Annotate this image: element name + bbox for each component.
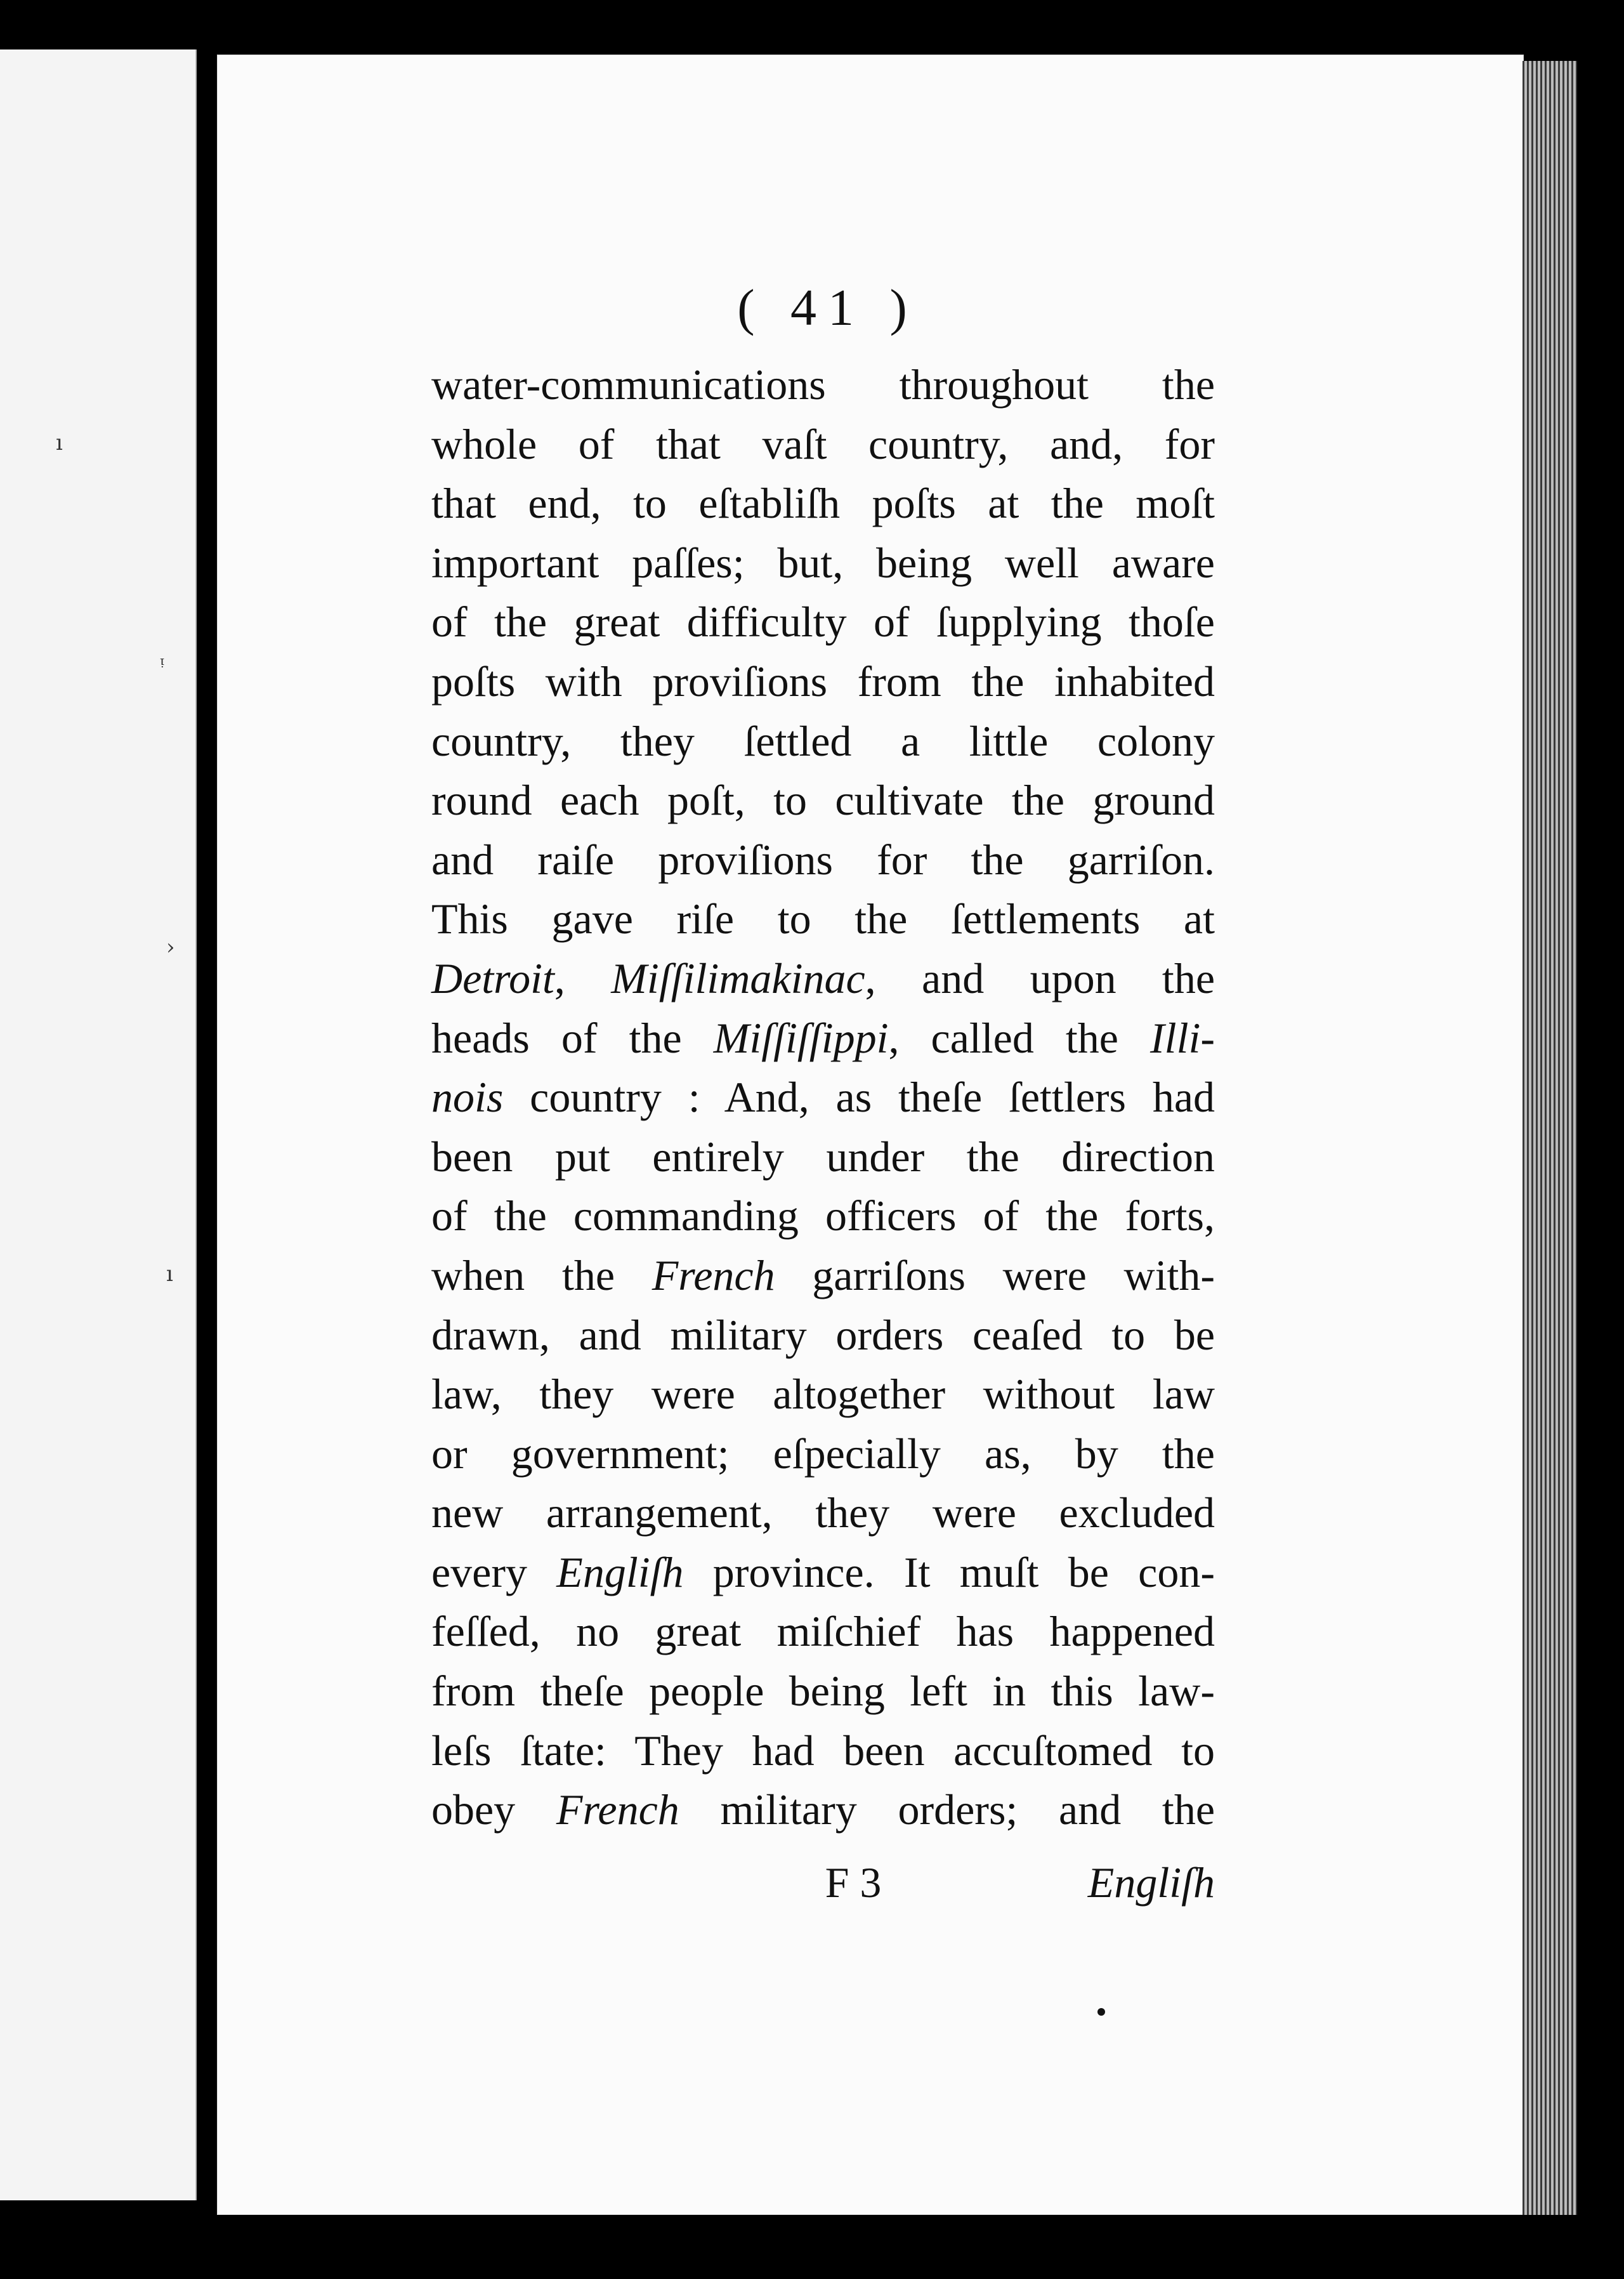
text-run: heads of the — [431, 1013, 714, 1062]
text-run: and raiſe proviſions for the garriſon. — [431, 835, 1215, 884]
text-run: of the great difficulty of ſupplying thoſe — [431, 598, 1215, 647]
text-run: This gave riſe to the ſettlements at — [431, 895, 1215, 943]
text-run: of the commanding officers of the forts, — [431, 1192, 1215, 1240]
margin-mark: › — [166, 935, 175, 960]
text-line — [431, 1780, 1215, 1840]
text-run: poſts with proviſions from the inhabited — [431, 657, 1215, 706]
text-run: important paſſes; but, being well aware — [431, 538, 1215, 587]
text-run: country : And, as theſe ſettlers had — [503, 1073, 1215, 1122]
text-line — [431, 1721, 1215, 1781]
text-line — [431, 415, 1215, 475]
text-run: country, they ſettled a little colony — [431, 716, 1215, 765]
italic-text: Engliſh — [556, 1547, 684, 1596]
footer-line — [431, 1858, 1215, 1915]
text-run: every — [431, 1547, 557, 1596]
text-line — [431, 652, 1215, 712]
text-run: , and upon the — [865, 954, 1215, 1002]
text-run: obey — [431, 1785, 556, 1834]
text-line — [431, 1543, 1215, 1603]
italic-text: Detroit — [431, 954, 554, 1002]
signature-mark: F 3 — [825, 1858, 882, 1907]
text-line — [431, 1246, 1215, 1306]
italic-text: Illi- — [1150, 1013, 1215, 1062]
text-run: military orders; and the — [679, 1785, 1215, 1834]
text-run: water-communications throughout the — [431, 360, 1215, 409]
text-run: that end, to eſtabliſh poſts at the moſt — [431, 479, 1215, 528]
text-line — [431, 355, 1215, 415]
text-line — [431, 1186, 1215, 1246]
text-run: province. It muſt be con- — [683, 1547, 1215, 1596]
text-line — [431, 534, 1215, 593]
text-line — [431, 1009, 1215, 1068]
text-line — [431, 593, 1215, 652]
catchword: Engliſh — [1087, 1858, 1215, 1907]
text-line — [431, 1662, 1215, 1721]
margin-mark: ı — [166, 1261, 173, 1287]
text-line — [431, 1365, 1215, 1424]
text-line — [431, 771, 1215, 831]
text-line — [431, 474, 1215, 534]
body-text — [431, 355, 1215, 1840]
margin-mark: ᵎ — [160, 652, 164, 678]
text-run: , — [554, 954, 612, 1002]
italic-text: nois — [431, 1073, 504, 1122]
text-run: law, they were altogether without law — [431, 1370, 1215, 1419]
text-line — [431, 1483, 1215, 1543]
text-line — [431, 712, 1215, 772]
ink-speck — [1097, 2008, 1105, 2016]
text-line — [431, 949, 1215, 1009]
text-run: leſs ſtate: They had been accuſtomed to — [431, 1726, 1215, 1775]
text-run: been put entirely under the direction — [431, 1132, 1215, 1181]
text-line — [431, 890, 1215, 949]
text-run: or government; eſpecially as, by the — [431, 1429, 1215, 1478]
italic-text: French — [556, 1785, 679, 1834]
text-run: garriſons were with- — [775, 1251, 1215, 1299]
text-run: feſſed, no great miſchief has happened — [431, 1607, 1215, 1656]
page-edges — [1522, 61, 1577, 2215]
text-run: from theſe people being left in this law- — [431, 1667, 1215, 1716]
text-line — [431, 1068, 1215, 1127]
text-line — [431, 1424, 1215, 1484]
text-line — [431, 1127, 1215, 1187]
text-run: whole of that vaſt country, and, for — [431, 419, 1215, 468]
text-run: drawn, and military orders ceaſed to be — [431, 1310, 1215, 1359]
page-number: ( 41 ) — [737, 279, 919, 336]
text-run: new arrangement, they were excluded — [431, 1488, 1215, 1537]
italic-text: Miſſiſſippi — [713, 1013, 889, 1062]
text-line — [431, 831, 1215, 890]
text-run: round each poſt, to cultivate the ground — [431, 776, 1215, 825]
text-run: when the — [431, 1251, 652, 1299]
italic-text: Miſſilimakinac — [611, 954, 865, 1002]
text-run: , called the — [888, 1013, 1151, 1062]
text-line — [431, 1602, 1215, 1662]
italic-text: French — [652, 1251, 775, 1299]
text-line — [431, 1306, 1215, 1365]
facing-page — [0, 49, 197, 2200]
margin-mark: ı — [56, 430, 63, 456]
